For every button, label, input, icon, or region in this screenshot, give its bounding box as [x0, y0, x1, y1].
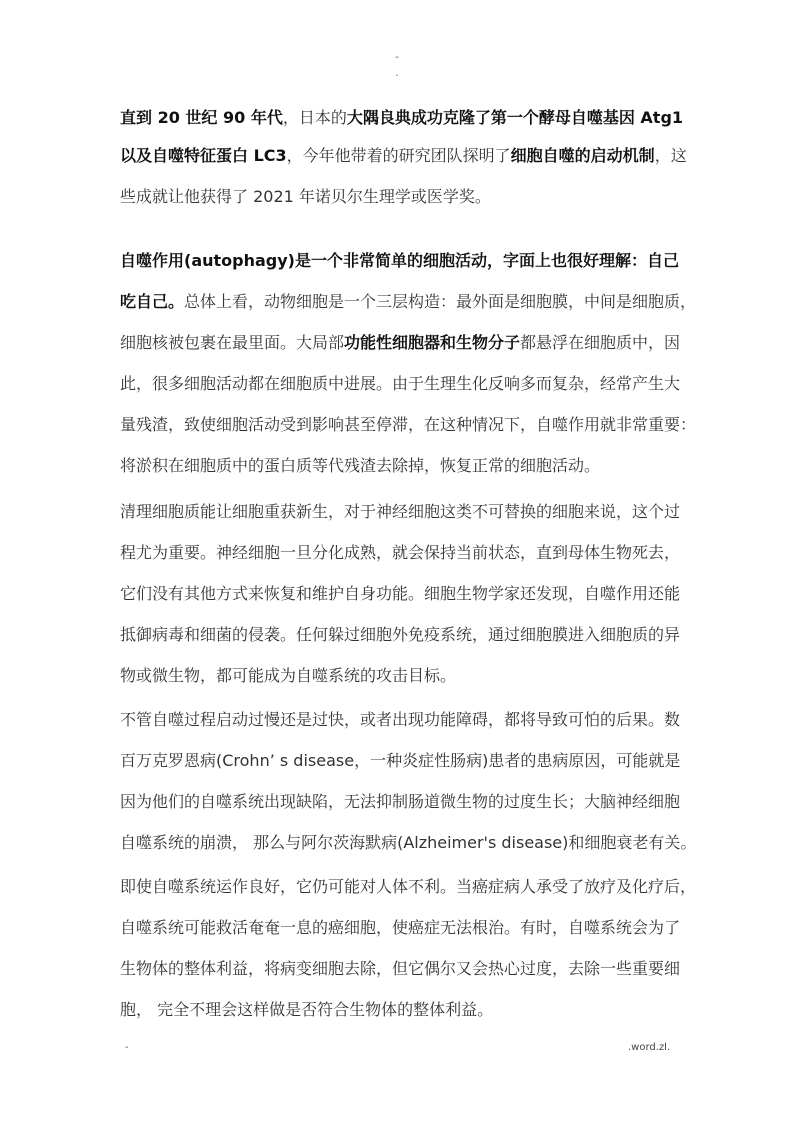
paragraph-5-line-1: 即使自噬系统运作良好，它仍可能对人体不利。当癌症病人承受了放疗及化疗后，: [120, 877, 697, 896]
paragraph-4-line-3: 因为他们的自噬系统出现缺陷，无法抑制肠道微生物的过度生长；大脑神经细胞: [120, 792, 681, 811]
paragraph-2-line-3: [120, 331, 681, 355]
footer-mark: -: [125, 1042, 129, 1053]
paragraph-1-line-1: [120, 106, 684, 130]
header-mark-top: -: [395, 52, 399, 63]
paragraph-5-line-3: 生物体的整体利益，将病变细胞去除，但它偶尔又会热心过度，去除一些重要细: [120, 959, 681, 978]
text-span: 功能性细胞器和生物分子: [344, 333, 521, 352]
paragraph-2-line-2: [120, 290, 697, 314]
paragraph-1-line-3: 些成就让他获得了 2021 年诺贝尔生理学或医学奖。: [120, 187, 491, 206]
paragraph-2-line-1: 自噬作用(autophagy)是一个非常简单的细胞活动，字面上也很好理解：自己: [120, 251, 679, 270]
paragraph-4-line-1: 不管自噬过程启动过慢还是过快，或者出现功能障碍，都将导致可怕的后果。数: [120, 710, 681, 729]
paragraph-2-line-6: 将淤积在细胞质中的蛋白质等代残渣去除掉，恢复正常的细胞活动。: [120, 456, 601, 475]
header-mark-bottom: .: [395, 68, 399, 79]
paragraph-4-line-4: 自噬系统的崩溃， 那么与阿尔茨海默病(Alzheimer's disease)和细胞衰老有关。: [120, 833, 697, 852]
paragraph-3-line-5: 物或微生物，都可能成为自噬系统的攻击目标。: [120, 666, 457, 685]
text-span: 细胞自噬的启动机制: [510, 146, 655, 165]
text-span: ，今年他带着的研究团队探明了: [286, 146, 511, 165]
text-span: 细胞核被包裹在最里面。大局部: [120, 333, 345, 352]
paragraph-4-line-2: 百万克罗恩病(Crohn’ s disease，一种炎症性肠病)患者的患病原因，可能就是: [120, 751, 681, 770]
text-span: ，这: [654, 146, 687, 165]
paragraph-2-line-4: 此，很多细胞活动都在细胞质中进展。由于生理生化反响多而复杂，经常产生大: [120, 374, 681, 393]
text-span: 以及自噬特征蛋白 LC3: [120, 146, 287, 165]
paragraph-3-line-3: 它们没有其他方式来恢复和维护自身功能。细胞生物学家还发现，自噬作用还能: [120, 584, 681, 603]
paragraph-5-line-4: 胞， 完全不理会这样做是否符合生物体的整体利益。: [120, 1000, 494, 1019]
paragraph-3-line-1: 清理细胞质能让细胞重获新生，对于神经细胞这类不可替换的细胞来说，这个过: [120, 502, 681, 521]
paragraph-1-line-2: [120, 144, 687, 168]
paragraph-5-line-2: 自噬系统可能救活奄奄一息的癌细胞，使癌症无法根治。有时，自噬系统会为了: [120, 918, 681, 937]
text-span: 总体上看，动物细胞是一个三层构造：最外面是细胞膜，中间是细胞质，: [184, 292, 697, 311]
paragraph-3-line-2: 程尤为重要。神经细胞一旦分化成熟，就会保持当前状态，直到母体生物死去，: [120, 543, 681, 562]
paragraph-3-line-4: 抵御病毒和细菌的侵袭。任何躲过细胞外免疫系统，通过细胞膜进入细胞质的异: [120, 625, 681, 644]
text-span: 直到 20 世纪 90 年代: [120, 108, 283, 127]
text-span: 吃自己。: [120, 292, 185, 311]
text-span: 大隅良典成功克隆了第一个酵母自噬基因 Atg1: [346, 108, 684, 127]
paragraph-2-line-5: 量残渣，致使细胞活动受到影响甚至停滞，在这种情况下，自噬作用就非常重要：: [120, 415, 697, 434]
text-span: ，日本的: [282, 108, 347, 127]
text-span: 都悬浮在细胞质中，因: [520, 333, 681, 352]
footer-watermark: .word.zl.: [628, 1042, 671, 1053]
